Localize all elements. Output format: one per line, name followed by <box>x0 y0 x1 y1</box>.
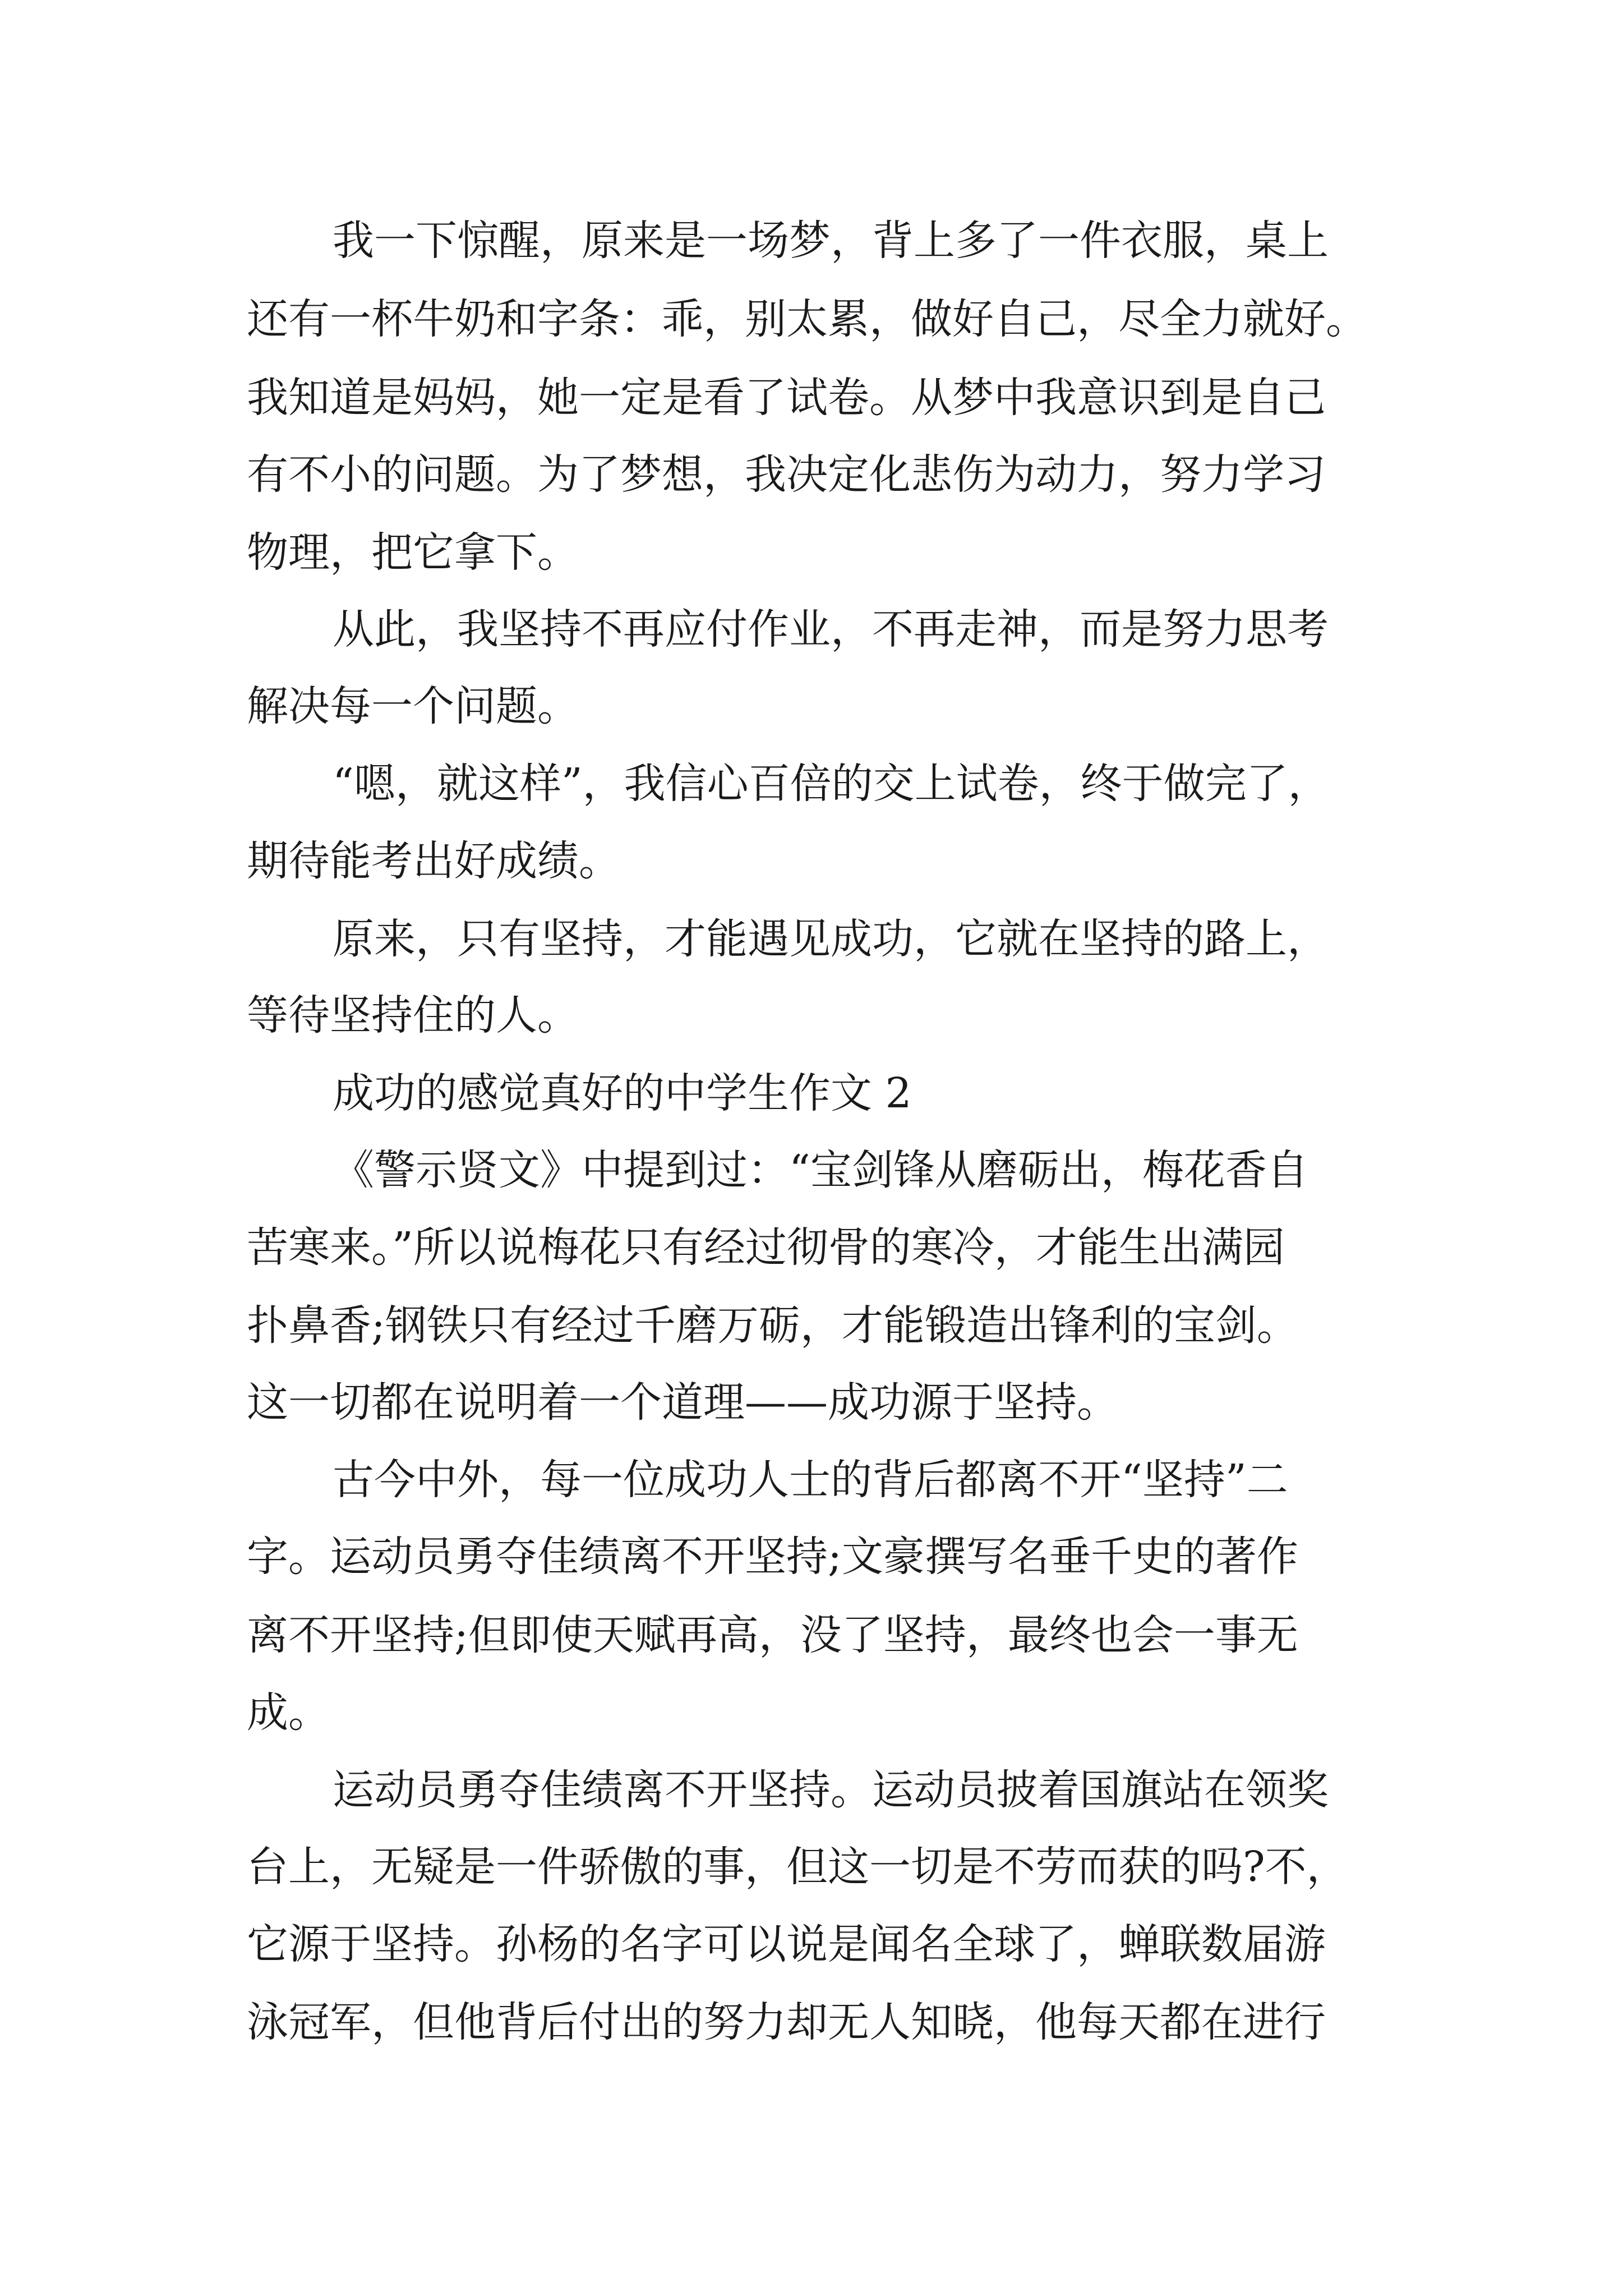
paragraph-line: 它源于坚持。孙杨的名字可以说是闻名全球了，蝉联数届游 <box>247 1920 1326 1968</box>
paragraph-line: 有不小的问题。为了梦想，我决定化悲伤为动力，努力学习 <box>247 450 1326 499</box>
paragraph-line: 解决每一个问题。 <box>247 682 579 730</box>
paragraph-line: 运动员勇夺佳绩离不开坚持。运动员披着国旗站在领奖 <box>333 1766 1329 1814</box>
paragraph-line: 原来，只有坚持，才能遇见成功，它就在坚持的路上， <box>333 915 1329 963</box>
paragraph-line: 等待坚持住的人。 <box>247 991 579 1039</box>
paragraph-line: “嗯，就这样”，我信心百倍的交上试卷，终于做完了， <box>333 760 1330 808</box>
paragraph-line: 从此，我坚持不再应付作业，不再走神，而是努力思考 <box>333 605 1329 654</box>
paragraph-line: 我一下惊醒，原来是一场梦，背上多了一件衣服，桌上 <box>333 217 1329 265</box>
paragraph-line: 古今中外，每一位成功人士的背后都离不开“坚持”二 <box>333 1456 1288 1504</box>
paragraph-line: 离不开坚持;但即使天赋再高，没了坚持，最终也会一事无 <box>247 1611 1298 1659</box>
paragraph-line: 《警示贤文》中提到过：“宝剑锋从磨砺出，梅花香自 <box>333 1146 1308 1194</box>
paragraph-line: 扑鼻香;钢铁只有经过千磨万砺，才能锻造出锋利的宝剑。 <box>247 1301 1298 1350</box>
paragraph-line: 台上，无疑是一件骄傲的事，但这一切是不劳而获的吗?不， <box>247 1843 1348 1891</box>
paragraph-line: 字。运动员勇夺佳绩离不开坚持;文豪撰写名垂千史的著作 <box>247 1533 1298 1581</box>
paragraph-line: 还有一杯牛奶和字条：乖，别太累，做好自己，尽全力就好。 <box>247 295 1367 343</box>
paragraph-line: 我知道是妈妈，她一定是看了试卷。从梦中我意识到是自己 <box>247 374 1326 422</box>
section-title: 成功的感觉真好的中学生作文 2 <box>333 1069 912 1117</box>
paragraph-line: 这一切都在说明着一个道理——成功源于坚持。 <box>247 1378 1118 1427</box>
paragraph-line: 期待能考出好成绩。 <box>247 837 620 885</box>
paragraph-line: 物理，把它拿下。 <box>247 528 579 577</box>
paragraph-line: 泳冠军，但他背后付出的努力却无人知晓，他每天都在进行 <box>247 1998 1326 2046</box>
paragraph-line: 成。 <box>247 1688 330 1737</box>
paragraph-line: 苦寒来。”所以说梅花只有经过彻骨的寒冷，才能生出满园 <box>247 1223 1285 1272</box>
